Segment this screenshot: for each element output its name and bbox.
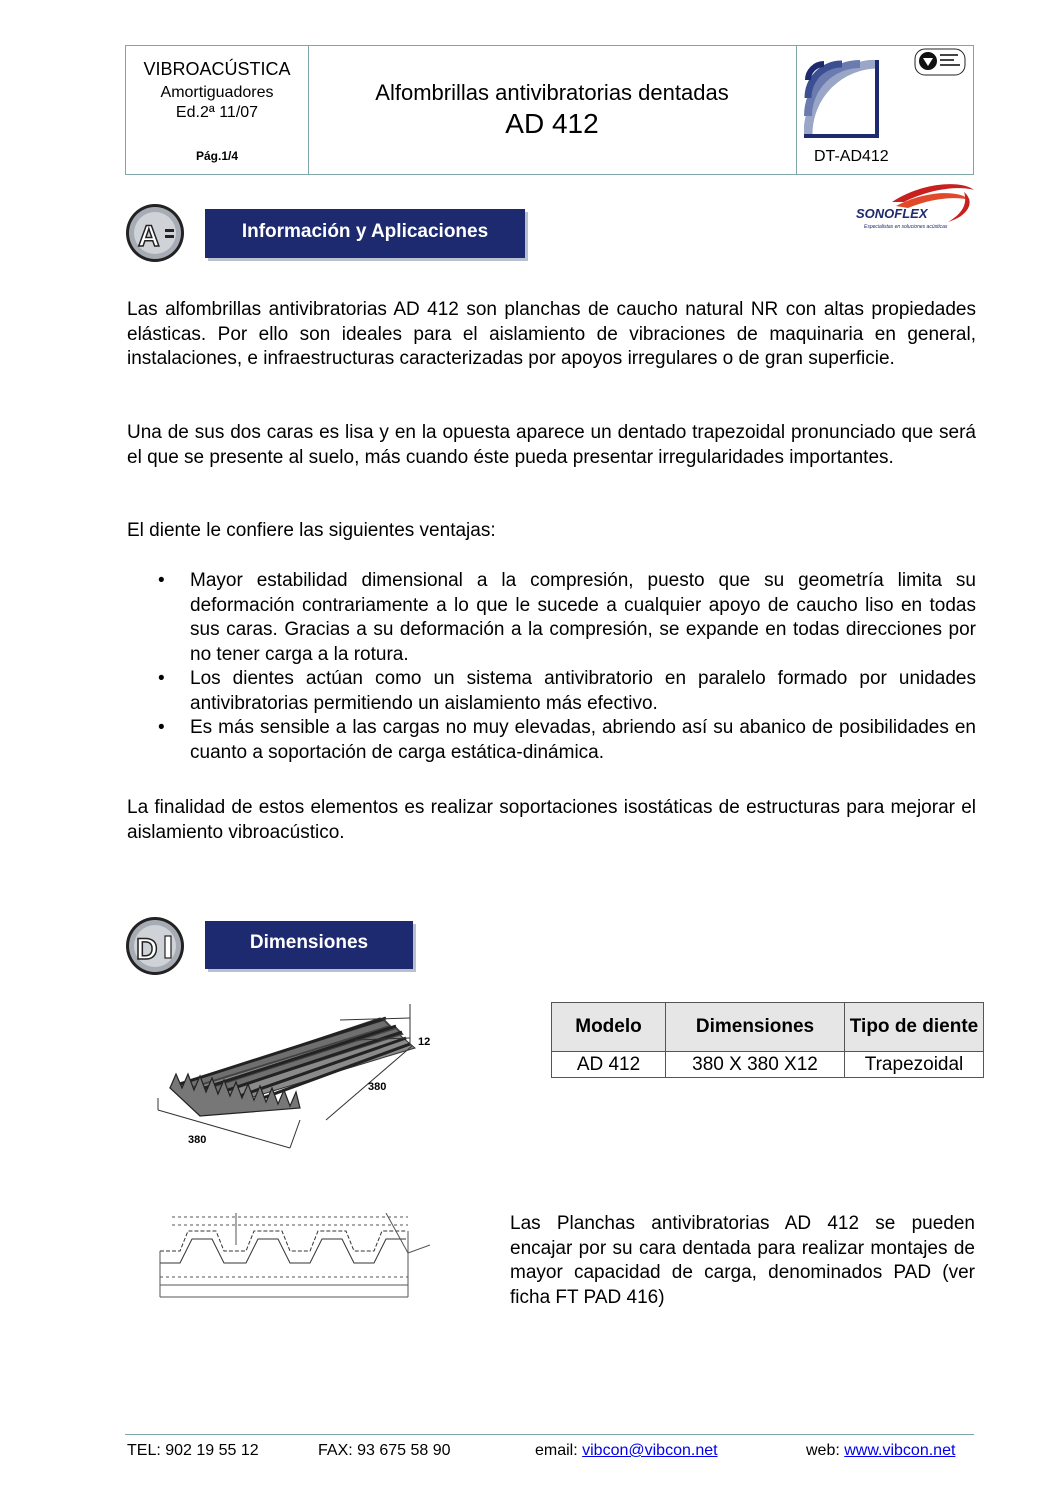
vibration-logo-icon [804, 60, 894, 142]
section-title-info: Información y Aplicaciones [205, 209, 525, 258]
document-code: DT-AD412 [814, 148, 889, 165]
category-label: Amortiguadores [160, 84, 274, 101]
sonoflex-tagline: Especialistas en soluciones acústicas [864, 224, 948, 230]
paragraph-advantages-intro: El diente le confiere las siguientes ventajas: [127, 520, 496, 541]
column-header: Tipo de diente [845, 1003, 984, 1052]
list-item: • Mayor estabilidad dimensional a la compresión, puesto que su geometría limita su deformación contrariamente a lo que le sucede a cualquier apoyo de caucho liso en todas sus caras. Gracias a su deformación a la compresión, se expande en todas direcciones por no tener carga a la rotura. [127, 569, 976, 667]
header-title-cell [308, 46, 797, 174]
info-section-icon [125, 203, 185, 263]
list-item: • Los dientes actúan como un sistema antivibratorio en paralelo formado por unidades antivibratorias permitiendo un aislamiento más efectivo. [127, 667, 976, 716]
footer-email [535, 1442, 718, 1460]
pad-stacking-note: Las Planchas antivibratorias AD 412 se pueden encajar por su cara dentada para realizar montajes de mayor capacidad de carga, denominados PAD (ver ficha FT PAD 416) [510, 1213, 975, 1308]
sonoflex-wordmark: SONOFLEX [856, 206, 928, 221]
dimension-height-label: 12 [418, 1036, 431, 1048]
edition-label: Ed.2ª 11/07 [175, 104, 259, 121]
footer-phone: TEL: 902 19 55 12 [127, 1442, 259, 1459]
certification-seal-icon [914, 48, 966, 76]
info-badge-letter: A [138, 220, 160, 253]
footer-divider [125, 1434, 974, 1435]
paragraph-tooth-description: Una de sus dos caras es lisa y en la opuesta aparece un dentado trapezoidal pronunciado que será el que se presente al suelo, más cuando éste pueda presentar irregularidades importantes. [127, 422, 976, 468]
footer-email-label: email: [535, 1442, 583, 1459]
pad-cross-section-drawing [150, 1205, 435, 1305]
table-header-row [552, 1003, 984, 1052]
dimensions-section-icon [125, 916, 185, 976]
page-number: Pág.1/4 [195, 149, 239, 163]
footer-web-label: web: [806, 1442, 845, 1459]
column-header: Dimensiones [666, 1003, 845, 1052]
dimension-width-label: 380 [188, 1134, 207, 1146]
paragraph-intro: Las alfombrillas antivibratorias AD 412 son planchas de caucho natural NR con altas propiedades elásticas. Por ello son ideales para el aislamiento de vibraciones de maquinaria en general, instalaciones, e infraestructuras caracterizadas por apoyos irregulares o de gran superficie. [127, 299, 976, 369]
specifications-table [551, 1002, 984, 1078]
header-logo-cell [796, 46, 973, 174]
footer-web [806, 1442, 955, 1460]
table-cell: Trapezoidal [845, 1052, 984, 1078]
sonoflex-logo [852, 180, 976, 232]
website-link[interactable]: www.vibcon.net [844, 1442, 956, 1459]
table-cell: AD 412 [552, 1052, 666, 1078]
header-left-cell [126, 46, 309, 174]
mat-isometric-drawing [140, 998, 440, 1158]
document-header [125, 45, 974, 175]
email-link[interactable]: vibcon@vibcon.net [582, 1442, 718, 1459]
column-header: Modelo [552, 1003, 666, 1052]
document-title: Alfombrillas antivibratorias dentadas [375, 80, 729, 105]
company-name: VIBROACÚSTICA [143, 59, 291, 79]
table-row [552, 1052, 984, 1078]
list-item: • Es más sensible a las cargas no muy elevadas, abriendo así su abanico de posibilidades en cuanto a soportación de carga estática-dinámica. [127, 716, 976, 765]
advantages-list [127, 569, 976, 765]
table-cell: 380 X 380 X12 [666, 1052, 845, 1078]
product-category [126, 83, 308, 123]
footer-fax: FAX: 93 675 58 90 [318, 1442, 451, 1459]
dimension-depth-label: 380 [368, 1081, 387, 1093]
document-model: AD 412 [505, 108, 599, 139]
paragraph-purpose: La finalidad de estos elementos es realizar soportaciones isostáticas de estructuras para mejorar el aislamiento vibroacústico. [127, 797, 976, 843]
dimensions-badge-letter: D [136, 933, 158, 966]
section-title-dimensions: Dimensiones [205, 921, 413, 969]
